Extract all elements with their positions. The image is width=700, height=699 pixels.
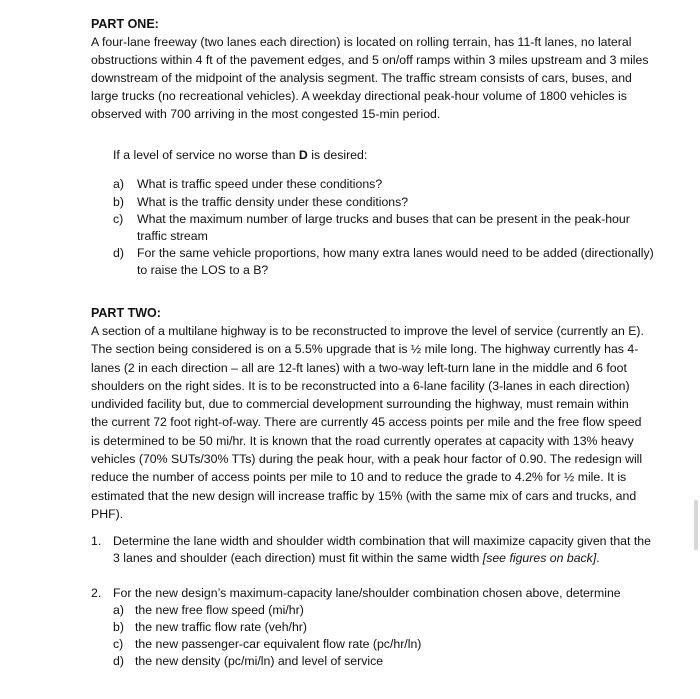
los-prompt [113, 146, 367, 164]
sub-question-d [113, 652, 673, 670]
part-one-paragraph [91, 33, 687, 123]
sub-question-text: the new density (pc/mi/ln) and level of service [135, 654, 384, 668]
sub-question-marker: d) [113, 654, 124, 668]
question-marker: a) [113, 177, 124, 191]
paragraph-line: lanes (2 in each direction – all are 12-ft lanes) with a two-way left-turn lane in the middle and 6 foot [91, 360, 627, 375]
paragraph-line: A section of a multilane highway is to be reconstructed to improve the level of service (currently an E). [91, 324, 644, 338]
scrollbar-thumb[interactable] [694, 500, 698, 550]
paragraph-line: The section being considered is on a 5.5% upgrade that is ½ mile long. The highway currently has 4- [91, 342, 639, 357]
paragraph-line: obstructions within 4 ft of the pavement edges, and 5 on/off ramps within 3 miles upstream and 3 miles [91, 53, 649, 67]
question-text-continued [113, 549, 600, 567]
question-a [113, 175, 693, 193]
question-marker: 2. [91, 586, 102, 600]
question-1 [91, 532, 691, 568]
question-text-part: . [596, 551, 600, 565]
paragraph-line: is determined to be 50 mi/hr. It is known that the road currently operates at capacity with 13% heavy [91, 433, 634, 448]
sub-question-text: the new free flow speed (mi/hr) [135, 603, 304, 617]
sub-question-c [113, 635, 673, 653]
sub-question-marker: c) [113, 637, 124, 651]
question-text: For the same vehicle proportions, how many extra lanes would need to be added (directionally) [137, 246, 654, 260]
sub-question-text: the new traffic flow rate (veh/hr) [135, 620, 308, 634]
question-text: What is the traffic density under these conditions? [137, 195, 409, 209]
question-b [113, 193, 693, 211]
paragraph-line: undivided facility but, due to commercial development surrounding the highway, must remain within [91, 397, 629, 412]
paragraph-line: PHF). [91, 506, 124, 521]
question-text: What the maximum number of large trucks and buses that can be present in the peak-hour [137, 212, 630, 226]
paragraph-line: estimated that the new design will increase traffic by 15% (with the same mix of cars and trucks, and [91, 488, 637, 503]
paragraph-line: observed with 700 arriving in the most congested 15-min period. [91, 107, 441, 121]
sub-question-a [113, 601, 673, 619]
question-marker: d) [113, 246, 124, 260]
prompt-los-letter: D [298, 148, 308, 162]
part-two-title: PART TWO: [91, 306, 161, 320]
question-marker: b) [113, 195, 124, 209]
question-marker: 1. [91, 534, 102, 548]
question-text-continued: traffic stream [137, 229, 208, 243]
question-text-continued: to raise the LOS to a B? [137, 263, 269, 277]
question-text: What is traffic speed under these conditions? [137, 177, 383, 191]
question-2 [91, 584, 691, 602]
figure-reference: [see figures on back] [482, 551, 597, 565]
sub-question-b [113, 618, 673, 636]
question-marker: c) [113, 212, 124, 226]
part-one-title: PART ONE: [91, 17, 159, 31]
sub-question-marker: b) [113, 620, 124, 634]
sub-question-text: the new passenger-car equivalent flow rate (pc/hr/ln) [135, 637, 422, 651]
paragraph-line: large trucks (no recreational vehicles). A weekday directional peak-hour volume of 1800 vehicles is [91, 89, 627, 103]
sub-question-marker: a) [113, 603, 124, 617]
question-text: Determine the lane width and shoulder width combination that will maximize capacity given that the [113, 534, 651, 548]
question-d [113, 244, 693, 280]
paragraph-line: A four-lane freeway (two lanes each direction) is located on rolling terrain, has 11-ft lanes, no lateral [91, 35, 632, 49]
paragraph-line: vehicles (70% SUTs/30% TTs) during the peak hour, with a peak hour factor of 0.90. The redesign will [91, 452, 643, 467]
question-text: For the new design’s maximum-capacity lane/shoulder combination chosen above, determine [113, 586, 621, 600]
question-text-part: 3 lanes and shoulder (each direction) must fit within the same width [113, 551, 483, 565]
part-two-paragraph [91, 322, 687, 523]
paragraph-line: the current 72 foot right-of-way. There are currently 45 access points per mile and the free flow speed [91, 415, 642, 430]
question-c [113, 210, 693, 246]
paragraph-line: reduce the number of access points per mile to 10 and to reduce the grade to 4.2% for ½ mile. It is [91, 470, 627, 485]
paragraph-line: downstream of the midpoint of the analysis segment. The traffic stream consists of cars, buses, and [91, 71, 632, 85]
prompt-text-end: is desired: [307, 148, 368, 162]
paragraph-line: shoulders on the right sides. It is to be reconstructed into a 6-lane facility (3-lanes in each direction) [91, 378, 630, 393]
prompt-text: If a level of service no worse than [113, 148, 299, 162]
